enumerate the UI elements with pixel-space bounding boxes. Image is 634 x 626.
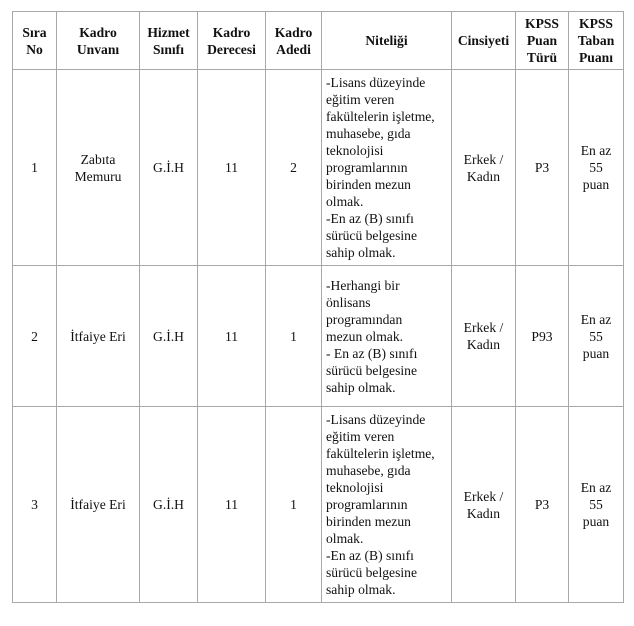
table-row (13, 266, 624, 407)
cell-kadro-adedi: 2 (266, 70, 322, 266)
cell-cinsiyeti: Erkek / Kadın (452, 407, 516, 603)
cell-kadro-derecesi: 11 (198, 70, 266, 266)
cell-kadro-derecesi: 11 (198, 407, 266, 603)
cell-kadro-adedi: 1 (266, 407, 322, 603)
header-kadro-adedi: Kadro Adedi (266, 12, 322, 70)
cell-niteligi: -Lisans düzeyinde eğitim veren fakültelerin işletme, muhasebe, gıda teknolojisi programlarının birinden mezun olmak. -En az (B) sınıfı sürücü belgesine sahip olmak. (322, 70, 452, 266)
header-row (13, 12, 624, 70)
cell-sira-no: 3 (13, 407, 57, 603)
cell-sira-no: 1 (13, 70, 57, 266)
header-kadro-unvani: Kadro Unvanı (57, 12, 140, 70)
cell-sira-no: 2 (13, 266, 57, 407)
header-sira-no: Sıra No (13, 12, 57, 70)
cell-kadro-adedi: 1 (266, 266, 322, 407)
staff-positions-table (12, 11, 624, 603)
cell-kpss-puan-turu: P3 (516, 407, 569, 603)
cell-niteligi: -Herhangi bir önlisans programından mezun olmak. - En az (B) sınıfı sürücü belgesine sahip olmak. (322, 266, 452, 407)
cell-hizmet-sinifi: G.İ.H (140, 70, 198, 266)
header-niteligi: Niteliği (322, 12, 452, 70)
cell-cinsiyeti: Erkek / Kadın (452, 70, 516, 266)
cell-kadro-unvani: İtfaiye Eri (57, 266, 140, 407)
header-kpss-taban-puani: KPSS Taban Puanı (569, 12, 624, 70)
cell-kadro-derecesi: 11 (198, 266, 266, 407)
header-kpss-puan-turu: KPSS Puan Türü (516, 12, 569, 70)
cell-hizmet-sinifi: G.İ.H (140, 266, 198, 407)
header-cinsiyeti: Cinsiyeti (452, 12, 516, 70)
cell-niteligi: -Lisans düzeyinde eğitim veren fakültelerin işletme, muhasebe, gıda teknolojisi programlarının birinden mezun olmak. -En az (B) sınıfı sürücü belgesine sahip olmak. (322, 407, 452, 603)
cell-kpss-puan-turu: P93 (516, 266, 569, 407)
cell-kpss-taban-puani: En az 55 puan (569, 407, 624, 603)
cell-kadro-unvani: İtfaiye Eri (57, 407, 140, 603)
cell-kpss-puan-turu: P3 (516, 70, 569, 266)
cell-kpss-taban-puani: En az 55 puan (569, 70, 624, 266)
table-row (13, 70, 624, 266)
cell-kpss-taban-puani: En az 55 puan (569, 266, 624, 407)
cell-cinsiyeti: Erkek / Kadın (452, 266, 516, 407)
header-hizmet-sinifi: Hizmet Sınıfı (140, 12, 198, 70)
cell-kadro-unvani: Zabıta Memuru (57, 70, 140, 266)
cell-hizmet-sinifi: G.İ.H (140, 407, 198, 603)
header-kadro-derecesi: Kadro Derecesi (198, 12, 266, 70)
table-row (13, 407, 624, 603)
